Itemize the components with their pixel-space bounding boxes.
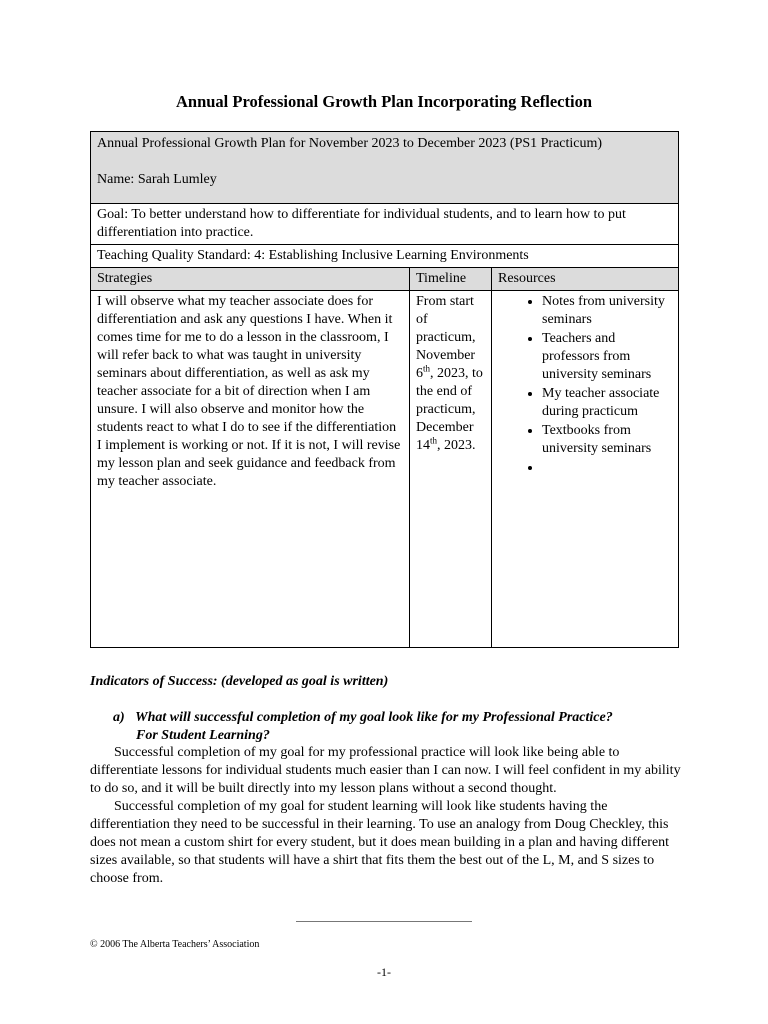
timeline-text-1: From start of practicum, November 6 [416,294,476,381]
resource-item: • Teachers and professors from university seminars [542,330,672,384]
goal-cell: Goal: To better understand how to differentiate for individual students, and to learn how to put differentiation into practice. [91,204,679,245]
question-label: a) [113,710,125,725]
strategies-cell: I will observe what my teacher associate does for differentiation and ask any questions I have. When it comes time for me to do a lesson in the classroom, I will refer back to what was taught in university seminars about differentiation, as well as ask my teacher associate for a bit of direction when I am unsure. I will also observe and monitor how the students react to what I do to see if the differentiation I implement is working or not. If it is not, I will revise my lesson plan and seek guidance and feedback from my teacher associate. [91,291,410,648]
paragraph-student-learning: Successful completion of my goal for student learning will look like students having the differentiation they need to be successful in their learning. To use an analogy from Doug Checkley, this does not mean a custom shirt for every student, but it does mean building in a plan and having different sizes available, so that students will have a shirt that fits them the best out of the L, M, and S sizes to choose from. [90,799,670,886]
resource-item-empty [542,459,672,477]
footer-divider [296,921,472,922]
answer-text [90,744,682,888]
question-line-1: What will successful completion of my goal look like for my Professional Practice? [135,710,613,725]
teaching-standard-cell: Teaching Quality Standard: 4: Establishing Inclusive Learning Environments [91,245,679,268]
plan-header-cell [91,132,679,204]
document-title: Annual Professional Growth Plan Incorporating Reflection [175,92,593,111]
resource-item: • Notes from university seminars [542,293,672,329]
column-header-strategies: Strategies [91,268,410,291]
timeline-cell [410,291,492,648]
column-header-resources: Resources [492,268,679,291]
indicators-heading: Indicators of Success: (developed as goal is written) [90,674,389,689]
question-line-2: For Student Learning? [136,728,270,743]
resources-list [498,293,672,477]
timeline-text-2: , 2023, to the end of practicum, December 14 [416,366,483,453]
resource-item: • Textbooks from university seminars [542,422,672,458]
resource-item: • My teacher associate during practicum [542,385,672,421]
column-header-timeline: Timeline [410,268,492,291]
paragraph-professional-practice: Successful completion of my goal for my professional practice will look like being able to differentiate lessons for individual students much easier than I can now. I will feel confident in my ability to do so, and it will be built directly into my lesson plans without a second thought. [90,745,681,796]
timeline-sup-1: th [423,363,431,374]
plan-period: Annual Professional Growth Plan for November 2023 to December 2023 (PS1 Practicum) [97,136,603,151]
student-name: Name: Sarah Lumley [97,172,217,187]
timeline-sup-2: th [430,435,438,446]
page-number: -1- [377,965,391,979]
copyright-notice: © 2006 The Alberta Teachers’ Association [90,939,260,950]
question-a [113,709,673,745]
resources-cell [492,291,679,648]
timeline-text-3: , 2023. [437,438,476,453]
growth-plan-table [90,131,679,648]
